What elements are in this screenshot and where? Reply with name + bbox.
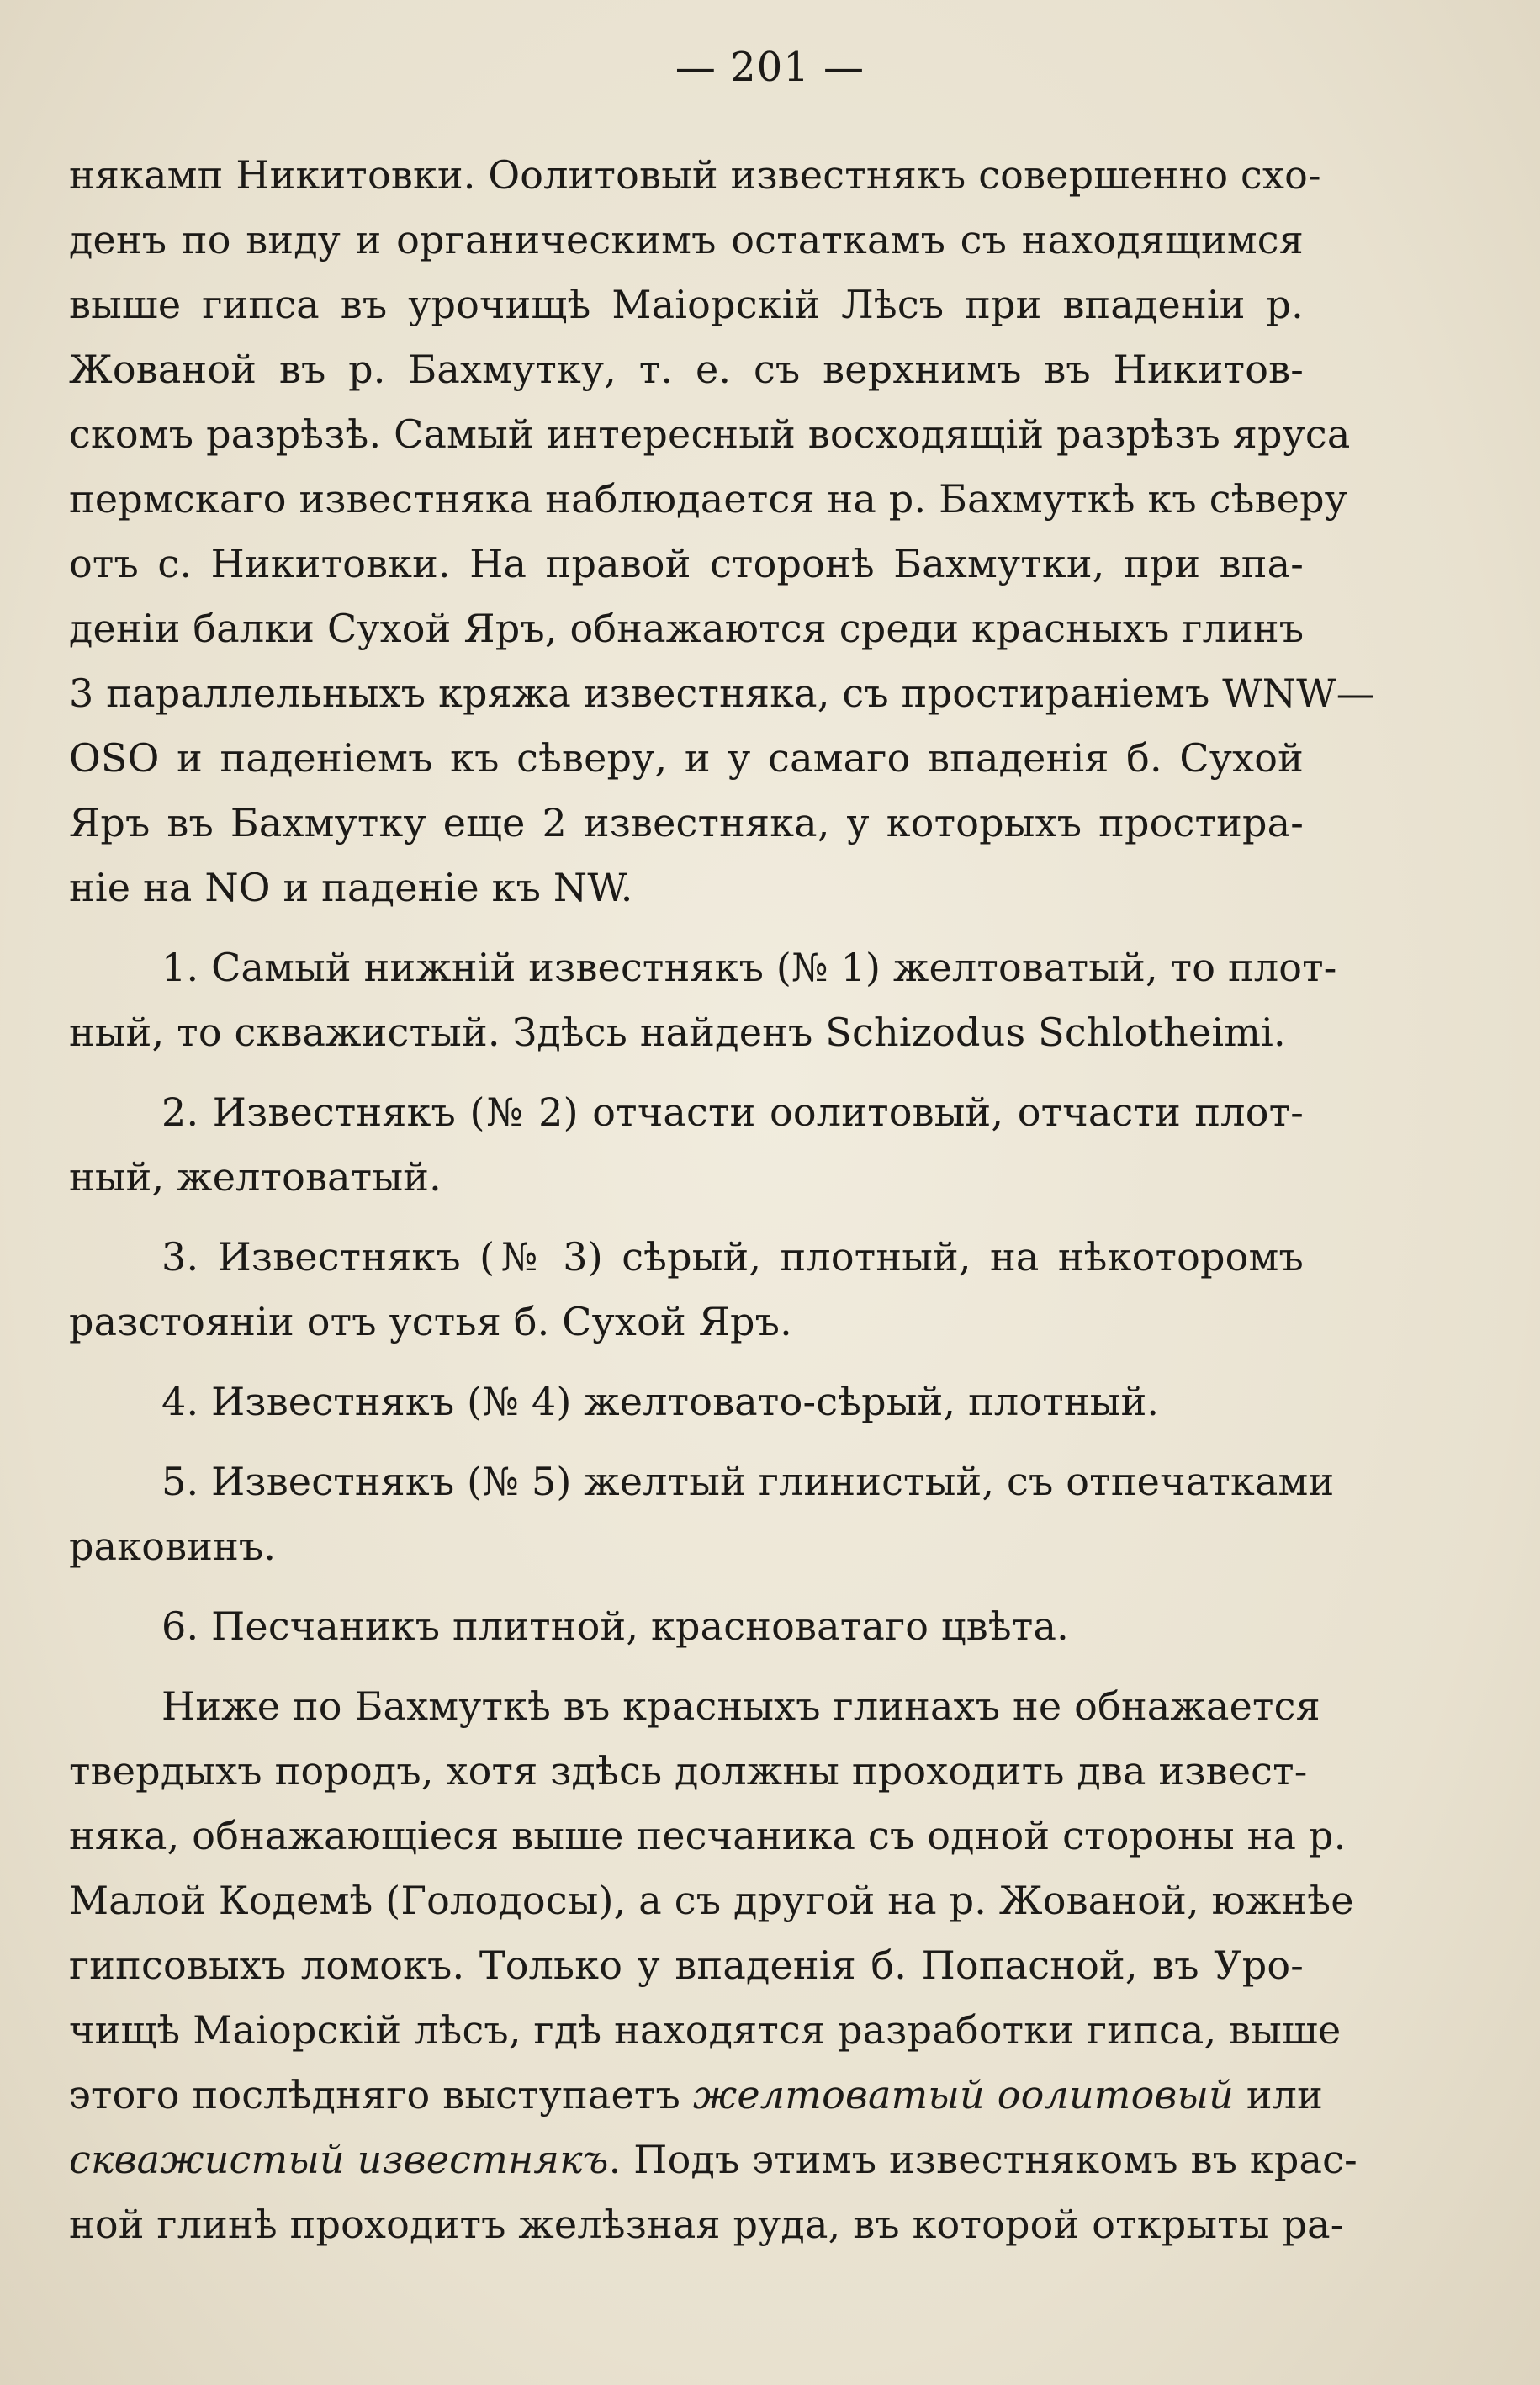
paragraph-gap xyxy=(69,920,1304,935)
paragraph xyxy=(69,935,1337,1065)
text-line xyxy=(69,1998,1342,2063)
paragraph xyxy=(69,1225,1304,1354)
text-line xyxy=(69,467,1348,532)
text-line xyxy=(69,1145,1304,1210)
text-line xyxy=(69,1514,1304,1579)
text-run: ной глинѣ проходитъ желѣзная руда, въ которой открыты ра- xyxy=(69,2202,1344,2247)
text-line xyxy=(69,1804,1347,1868)
text-line xyxy=(69,2192,1344,2257)
text-run: 5. Известнякъ (№ 5) желтый глинистый, съ отпечатками xyxy=(161,1459,1335,1504)
text-run: разстояніи отъ устья б. Сухой Яръ. xyxy=(69,1299,792,1344)
text-line xyxy=(69,1868,1354,1933)
paragraph-gap xyxy=(69,1659,1304,1674)
text-run: чищѣ Маіорскій лѣсъ, гдѣ находятся разработки гипса, выше xyxy=(69,2007,1342,2053)
text-line xyxy=(69,935,1337,1000)
paragraph-gap xyxy=(69,1210,1304,1225)
text-run: Яръ въ Бахмутку еще 2 известняка, у которыхъ простира- xyxy=(69,800,1304,845)
text-line xyxy=(69,2063,1323,2128)
paragraph-gap xyxy=(69,1065,1304,1080)
text-line xyxy=(69,596,1304,661)
text-run: 4. Известнякъ (№ 4) желтовато-сѣрый, плотный. xyxy=(161,1379,1160,1424)
paragraph-gap xyxy=(69,1579,1304,1594)
text-line xyxy=(69,337,1304,402)
italic-text: желтоватый оолитовый xyxy=(692,2072,1234,2117)
text-run: 2. Известнякъ (№ 2) отчасти оолитовый, отчасти плот- xyxy=(161,1089,1304,1135)
body-text xyxy=(69,143,1375,2257)
text-run: ный, то скважистый. Здѣсь найденъ Schizodus Schlotheimi. xyxy=(69,1010,1286,1055)
text-run: 3. Известнякъ (№ 3) сѣрый, плотный, на нѣкоторомъ xyxy=(161,1234,1304,1280)
text-run: раковинъ. xyxy=(69,1524,277,1569)
paragraph-gap xyxy=(69,1434,1304,1450)
text-line xyxy=(69,1000,1304,1065)
paragraph xyxy=(69,1080,1304,1210)
text-run: OSO и паденіемъ къ сѣверу, и у самаго впаденія б. Сухой xyxy=(69,735,1304,781)
text-run: денъ по виду и органическимъ остаткамъ съ находящимся xyxy=(69,217,1304,262)
text-line xyxy=(69,791,1304,856)
text-line xyxy=(69,726,1304,791)
text-line xyxy=(69,1080,1304,1145)
text-run: ніе на NO и паденіе къ NW. xyxy=(69,865,633,910)
italic-text: скважистый известнякъ xyxy=(69,2137,609,2182)
text-run: выше гипса въ урочищѣ Маіорскій Лѣсъ при впаденіи р. xyxy=(69,282,1304,327)
text-run: Ниже по Бахмуткѣ въ красныхъ глинахъ не обнажается xyxy=(161,1683,1320,1729)
page-number: — 201 — xyxy=(675,44,865,91)
paragraph xyxy=(69,143,1375,920)
text-run: скомъ разрѣзѣ. Самый интересный восходящій разрѣзъ яруса xyxy=(69,411,1351,457)
text-run: твердыхъ породъ, хотя здѣсь должны проходить два извест- xyxy=(69,1748,1308,1794)
text-run: пермскаго известняка наблюдается на р. Бахмуткѣ къ сѣверу xyxy=(69,476,1348,522)
text-line xyxy=(69,856,1304,920)
text-line xyxy=(69,208,1304,273)
text-run: ный, желтоватый. xyxy=(69,1154,442,1200)
text-run: отъ с. Никитовки. На правой сторонѣ Бахмутки, при впа- xyxy=(69,541,1304,586)
paragraph xyxy=(69,1370,1304,1434)
text-run: 6. Песчаникъ плитной, красноватаго цвѣта. xyxy=(161,1603,1069,1649)
text-run: . Подъ этимъ известнякомъ въ крас- xyxy=(608,2137,1357,2182)
text-line xyxy=(69,1370,1304,1434)
paragraph xyxy=(69,1674,1357,2257)
text-line xyxy=(69,1739,1308,1804)
text-line xyxy=(69,1933,1304,1998)
text-line xyxy=(69,2128,1357,2192)
paragraph xyxy=(69,1594,1304,1659)
text-line xyxy=(69,273,1304,337)
text-line xyxy=(69,661,1375,726)
paragraph-gap xyxy=(69,1354,1304,1370)
text-run: гипсовыхъ ломокъ. Только у впаденія б. Попасной, въ Уро- xyxy=(69,1942,1304,1988)
text-line xyxy=(69,1290,1304,1354)
text-line xyxy=(69,1225,1304,1290)
text-run: Жованой въ р. Бахмутку, т. е. съ верхнимъ въ Никитов- xyxy=(69,347,1304,392)
text-line xyxy=(69,402,1351,467)
text-run: деніи балки Сухой Яръ, обнажаются среди красныхъ глинъ xyxy=(69,606,1305,651)
text-line xyxy=(69,532,1304,596)
text-line xyxy=(69,1450,1335,1514)
text-line xyxy=(69,143,1321,208)
text-run: или xyxy=(1234,2072,1323,2117)
text-run: някамп Никитовки. Оолитовый известнякъ совершенно схо- xyxy=(69,152,1321,198)
text-run: 3 параллельныхъ кряжа известняка, съ простираніемъ WNW— xyxy=(69,670,1375,716)
text-run: няка, обнажающіеся выше песчаника съ одной стороны на р. xyxy=(69,1813,1347,1858)
text-line xyxy=(69,1674,1320,1739)
paragraph xyxy=(69,1450,1335,1579)
text-run: 1. Самый нижній известнякъ (№ 1) желтоватый, то плот- xyxy=(161,945,1337,990)
text-run: Малой Кодемѣ (Голодосы), а съ другой на р. Жованой, южнѣе xyxy=(69,1878,1354,1923)
text-run: этого послѣдняго выступаетъ xyxy=(69,2072,693,2117)
text-line xyxy=(69,1594,1304,1659)
